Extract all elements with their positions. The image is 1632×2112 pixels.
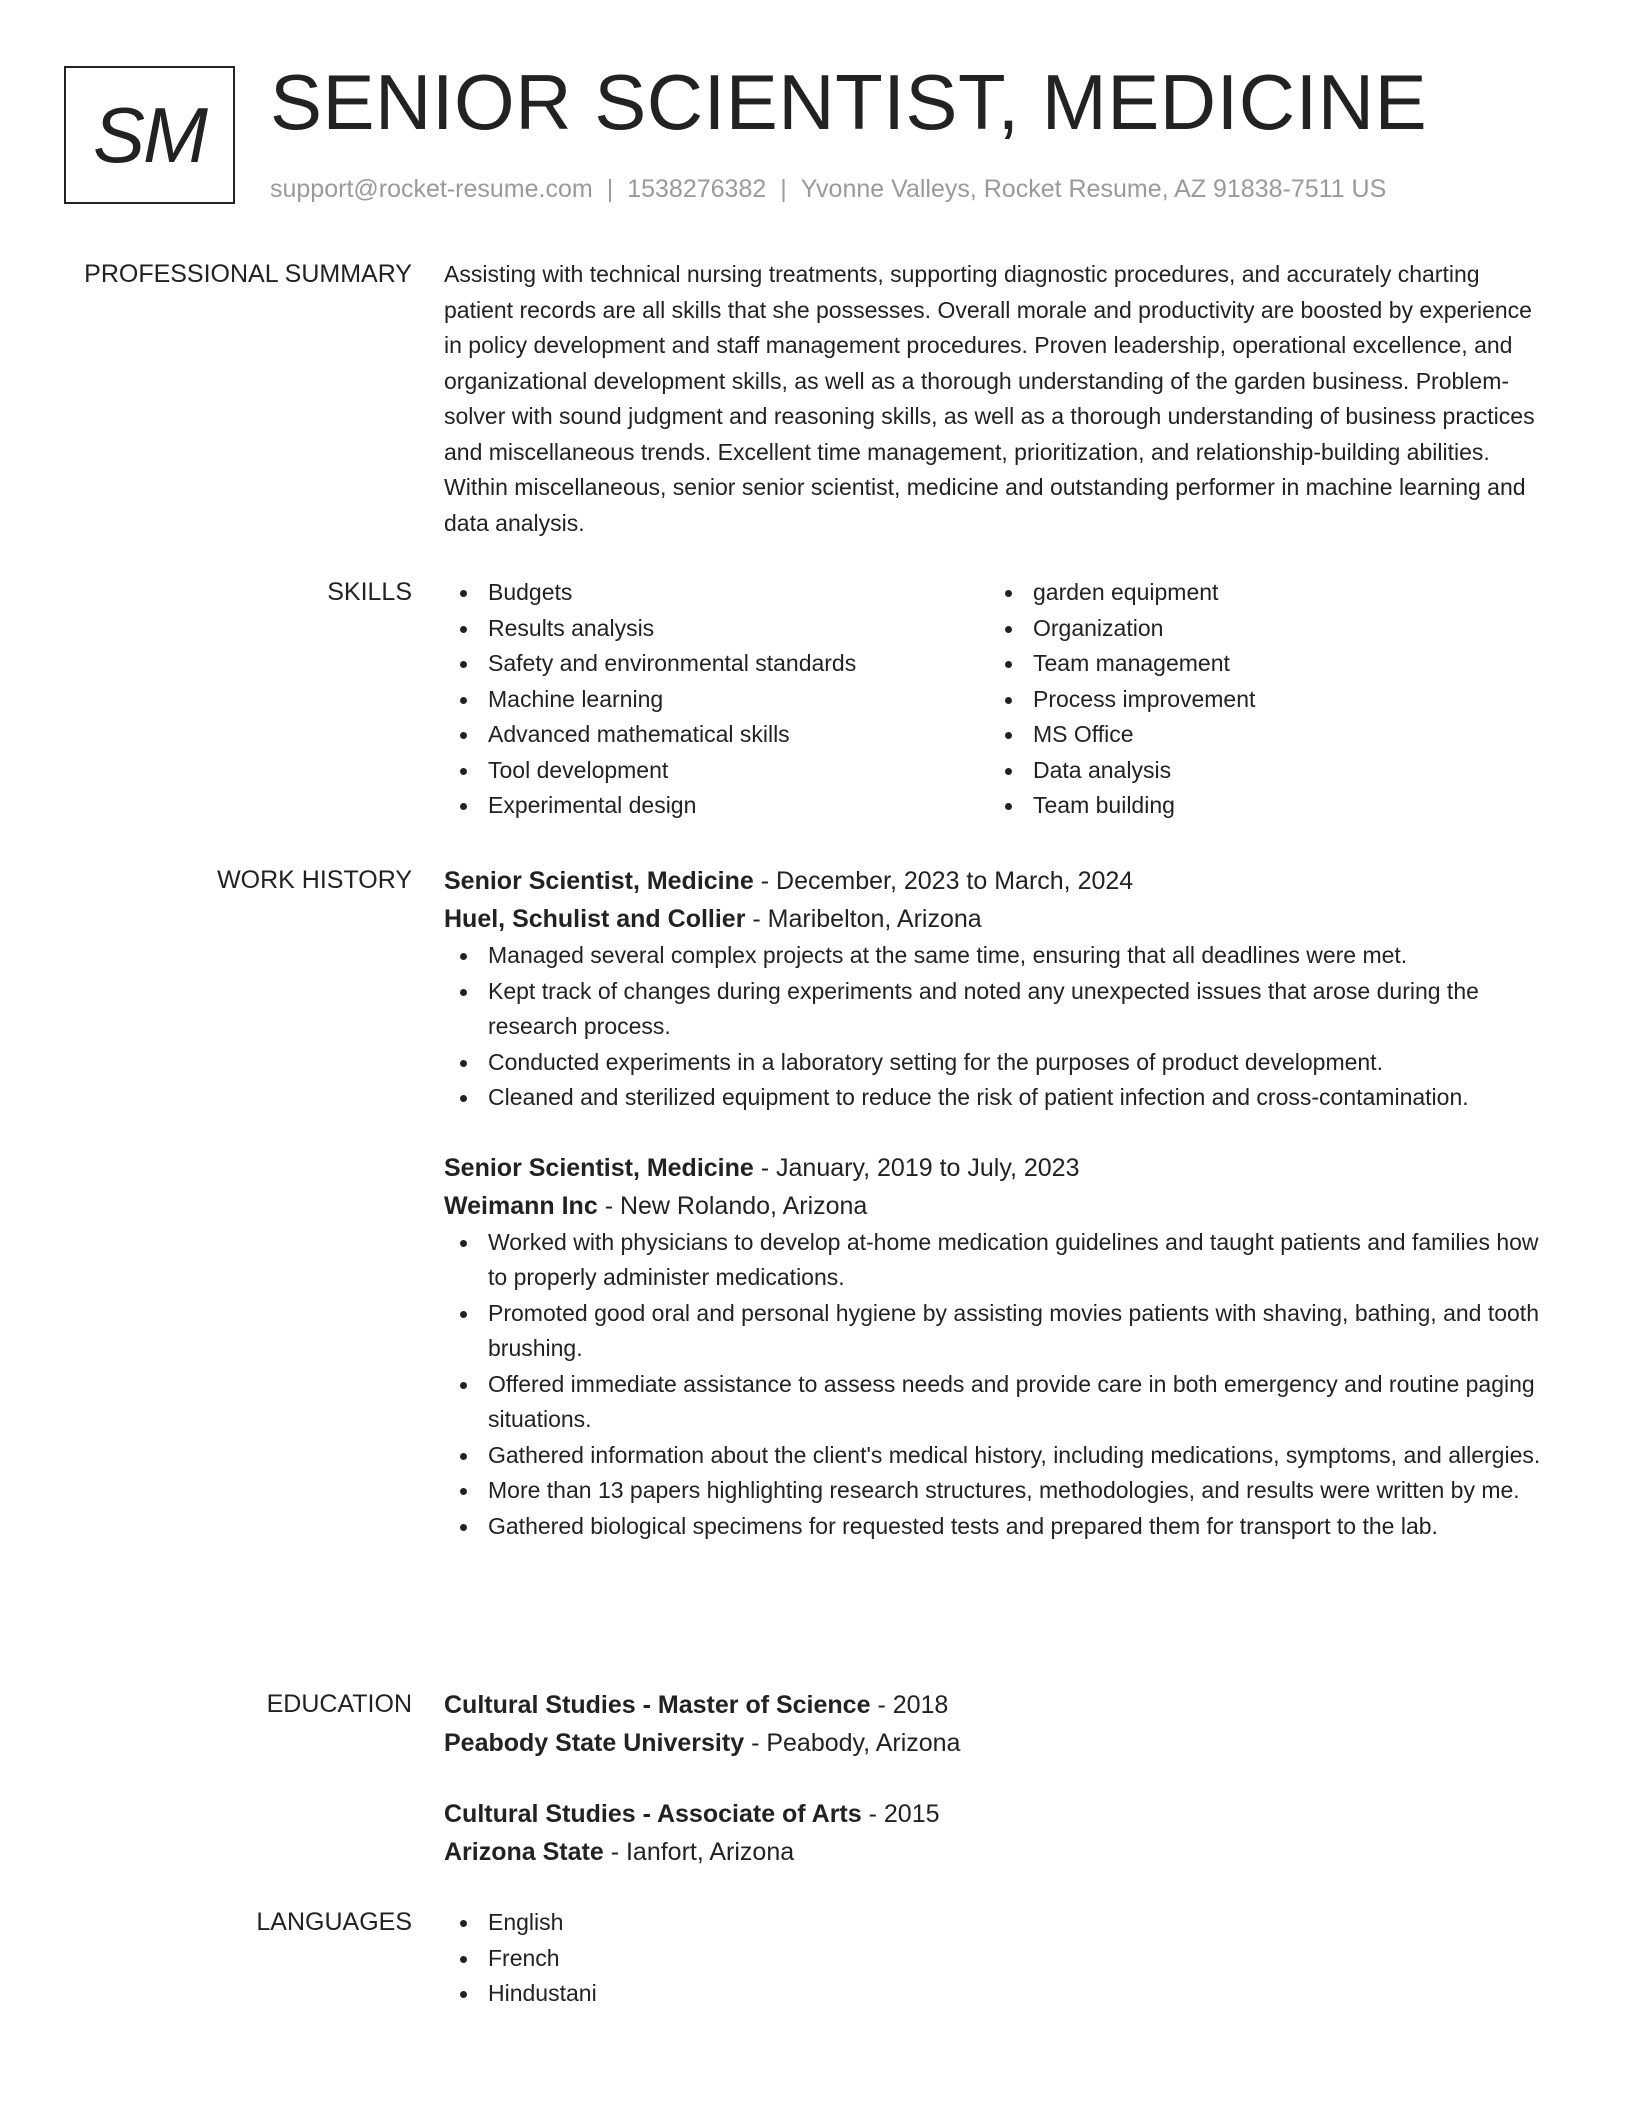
job-title: Senior Scientist, Medicine xyxy=(444,867,754,895)
education-degree: Cultural Studies - Master of Science xyxy=(444,1691,871,1719)
language-item: Hindustani xyxy=(444,1976,1554,2012)
summary-text: Assisting with technical nursing treatments, supporting diagnostic procedures, and accurately charting patient records are all skills that she possesses. Overall morale and productivity are boosted by experience in policy development and staff management procedures. Proven leadership, operational excellence, and organizational development skills, as well as a thorough understanding of the garden business. Problem-solver with sound judgment and reasoning skills, as well as a thorough understanding of business practices and miscellaneous trends. Excellent time management, prioritization, and relationship-building abilities. Within miscellaneous, senior senior scientist, medicine and outstanding performer in machine learning and data analysis. xyxy=(444,261,1535,536)
skill-item: Organization xyxy=(989,611,1534,647)
education-location: - Ianfort, Arizona xyxy=(603,1838,795,1866)
job-location: - New Rolando, Arizona xyxy=(597,1191,868,1220)
work-history-body xyxy=(444,862,1554,1544)
job-company: Weimann Inc xyxy=(444,1191,598,1220)
job-bullet: Conducted experiments in a laboratory setting for the purposes of product development. xyxy=(444,1045,1554,1081)
education-year: - 2018 xyxy=(870,1691,949,1719)
education-school: Peabody State University xyxy=(444,1729,745,1757)
summary-label: PROFESSIONAL SUMMARY xyxy=(84,260,412,288)
job-bullet: Gathered biological specimens for requested tests and prepared them for transport to the lab. xyxy=(444,1509,1554,1545)
skill-item: Safety and environmental standards xyxy=(444,646,989,682)
skill-item: MS Office xyxy=(989,717,1534,753)
job-bullets xyxy=(444,1225,1554,1545)
job-bullet: Worked with physicians to develop at-home medication guidelines and taught patients and families how to properly administer medications. xyxy=(444,1225,1554,1296)
contact-separator: | xyxy=(606,175,614,203)
job-company: Huel, Schulist and Collier xyxy=(444,905,746,933)
education-school: Arizona State xyxy=(444,1838,604,1866)
work-history-label: WORK HISTORY xyxy=(217,866,412,894)
education-degree-line xyxy=(444,1795,1554,1833)
skills-body xyxy=(444,575,1554,824)
contact-separator: | xyxy=(780,175,787,203)
contact-email: support@rocket-resume.com xyxy=(270,175,593,203)
job-title: Senior Scientist, Medicine xyxy=(444,1153,754,1182)
skill-item: Budgets xyxy=(444,575,989,611)
skills-list-right xyxy=(989,575,1534,824)
skill-item: Experimental design xyxy=(444,788,989,824)
job-bullet: Gathered information about the client's medical history, including medications, symptoms, and allergies. xyxy=(444,1438,1554,1474)
job-title-line xyxy=(444,862,1554,900)
job-company-line xyxy=(444,1187,1554,1225)
language-item: French xyxy=(444,1941,1554,1977)
education-degree-line xyxy=(444,1686,1554,1724)
job-bullet: Kept track of changes during experiments and noted any unexpected issues that arose during the research process. xyxy=(444,974,1554,1045)
summary-body xyxy=(444,257,1554,541)
languages-body xyxy=(444,1905,1554,2012)
skill-item: Data analysis xyxy=(989,753,1534,789)
skills-label: SKILLS xyxy=(327,578,412,606)
skill-item: garden equipment xyxy=(989,575,1534,611)
job-bullets xyxy=(444,938,1554,1116)
skill-item: Tool development xyxy=(444,753,989,789)
languages-list xyxy=(444,1905,1554,2012)
education-school-line xyxy=(444,1833,1554,1871)
education-label: EDUCATION xyxy=(266,1690,412,1718)
skill-item: Team management xyxy=(989,646,1534,682)
job-title-line xyxy=(444,1149,1554,1187)
skill-item: Advanced mathematical skills xyxy=(444,717,989,753)
education-school-line xyxy=(444,1724,1554,1762)
education-entry xyxy=(444,1686,1554,1762)
job-entry xyxy=(444,862,1554,1116)
skill-item: Team building xyxy=(989,788,1534,824)
education-degree: Cultural Studies - Associate of Arts xyxy=(444,1800,862,1828)
contact-address: Yvonne Valleys, Rocket Resume, AZ 91838-7511 US xyxy=(800,175,1387,203)
skills-list-left xyxy=(444,575,989,824)
education-location: - Peabody, Arizona xyxy=(744,1729,961,1757)
job-location: - Maribelton, Arizona xyxy=(745,905,982,933)
education-year: - 2015 xyxy=(861,1800,940,1828)
skill-item: Results analysis xyxy=(444,611,989,647)
job-bullet: Cleaned and sterilized equipment to reduce the risk of patient infection and cross-contamination. xyxy=(444,1080,1554,1116)
skill-item: Machine learning xyxy=(444,682,989,718)
job-bullet: Offered immediate assistance to assess needs and provide care in both emergency and routine paging situations. xyxy=(444,1367,1554,1438)
job-dates: - January, 2019 to July, 2023 xyxy=(753,1153,1080,1182)
job-entry xyxy=(444,1149,1554,1545)
monogram-initials: SM xyxy=(93,90,206,179)
job-bullet: Promoted good oral and personal hygiene by assisting movies patients with shaving, bathing, and tooth brushing. xyxy=(444,1296,1554,1367)
contact-phone: 1538276382 xyxy=(627,175,767,203)
languages-label: LANGUAGES xyxy=(256,1908,412,1936)
job-dates: - December, 2023 to March, 2024 xyxy=(753,867,1134,895)
monogram-box xyxy=(64,66,235,204)
education-entry xyxy=(444,1795,1554,1871)
job-bullet: More than 13 papers highlighting research structures, methodologies, and results were written by me. xyxy=(444,1473,1554,1509)
education-body xyxy=(444,1686,1554,1871)
skill-item: Process improvement xyxy=(989,682,1534,718)
job-bullet: Managed several complex projects at the same time, ensuring that all deadlines were met. xyxy=(444,938,1554,974)
contact-line xyxy=(270,172,1386,206)
language-item: English xyxy=(444,1905,1554,1941)
resume-name-title: SENIOR SCIENTIST, MEDICINE xyxy=(270,58,1428,146)
job-company-line xyxy=(444,900,1554,938)
